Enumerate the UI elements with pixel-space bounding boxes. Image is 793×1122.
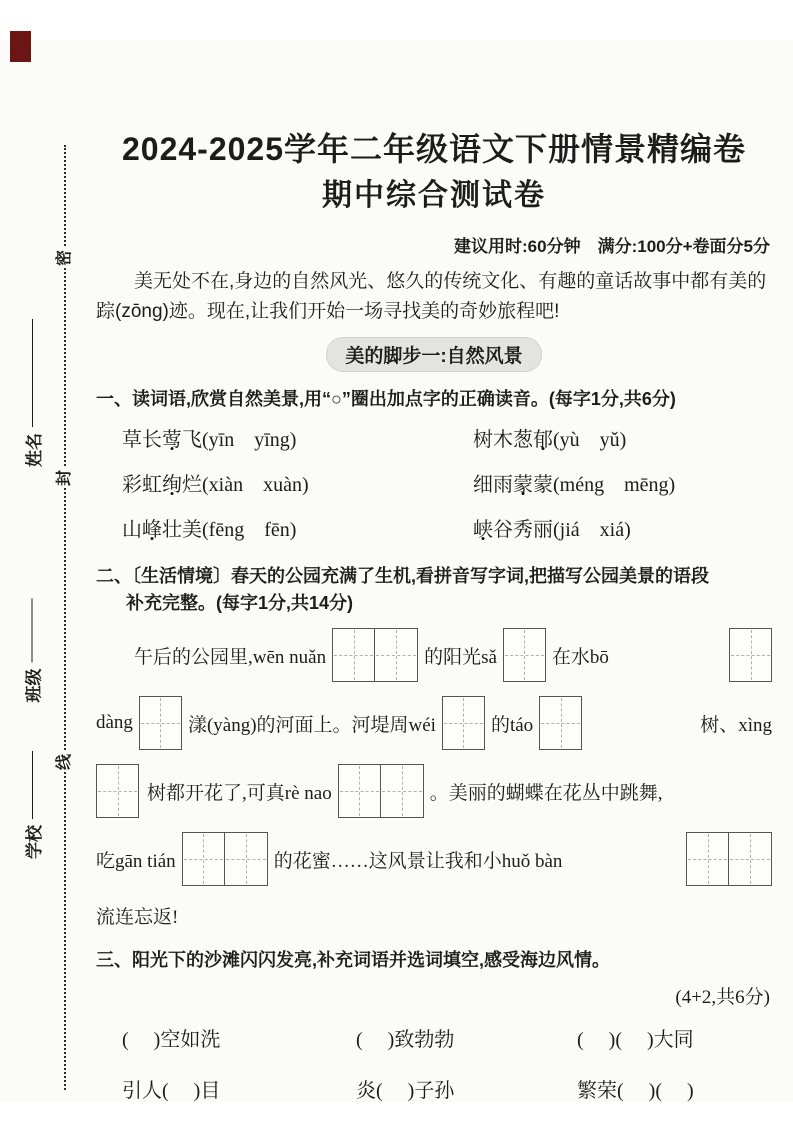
dotted-character: 峡 [473,519,493,541]
q1-item [122,470,473,500]
seal-dotted-line [64,145,66,1090]
paper-content [96,128,772,1103]
answer-box-1cell[interactable] [96,764,139,818]
tianzige-cell[interactable] [225,832,268,886]
pinyin-options[interactable]: (xiàn xuàn) [202,474,309,496]
word-part: 草长 [122,429,162,451]
word-part: 细雨 [473,474,513,496]
pinyin-options[interactable]: (yīn yīng) [202,429,297,451]
tianzige-cell[interactable] [729,832,772,886]
tianzige-cell[interactable] [381,764,424,818]
q3-blank-item[interactable]: ( )致勃勃 [356,1029,455,1051]
passage-text: 流连忘返! [96,906,179,928]
pinyin-options[interactable]: (yù yǔ) [553,429,627,451]
word-part: 树木葱 [473,429,533,451]
passage-line-4 [96,825,772,893]
tianzige-cell[interactable] [139,696,182,750]
passage-text: 漾(yàng)的河面上。河堤周wéi [187,714,436,736]
q1-item [473,425,772,455]
school-label: 学校 [25,825,44,859]
answer-box-2cell[interactable] [338,764,424,818]
q1-item [122,425,473,455]
passage-text: 的花蜜……这风景让我和小huǒ bàn [273,850,563,872]
class-blank[interactable] [32,599,33,663]
section-badge: 美的脚步一:自然风景 [326,337,541,372]
answer-box-1cell[interactable] [442,696,485,750]
passage-text: 的táo [490,714,534,736]
q1-prompt: 一、读词语,欣赏自然美景,用“○”圈出加点字的正确读音。(每字1分,共6分) [96,389,676,409]
q2-passage [96,621,772,937]
q2-prompt-line1: 二、〔生活情境〕春天的公园充满了生机,看拼音写字词,把描写公园美景的语段 [96,566,709,586]
field-class [20,563,45,703]
q1-item [473,470,772,500]
tianzige-cell[interactable] [503,628,546,682]
tianzige-cell[interactable] [332,628,375,682]
word-part: 壮美 [162,519,202,541]
name-blank[interactable] [32,319,33,427]
seal-char-xian: 线 [56,754,73,771]
tianzige-cell[interactable] [442,696,485,750]
dotted-character: 莺 [162,429,182,451]
q1-item [473,515,772,545]
passage-line-1 [96,621,772,689]
scan-corner-mark [10,31,31,62]
paper-title-line2: 期中综合测试卷 [322,179,546,212]
tianzige-cell[interactable] [338,764,381,818]
intro-paragraph: 美无处不在,身边的自然风光、悠久的传统文化、有趣的童话故事中都有美的踪(zōng)迹。现在,让我们开始一场寻找美的奇妙旅程吧! [96,271,767,322]
word-part: 彩虹 [122,474,162,496]
dotted-character: 蒙 [513,474,533,496]
passage-text: dàng [96,712,133,733]
class-label: 班级 [24,668,44,703]
dotted-character: 峰 [142,519,162,541]
name-label: 姓名 [25,433,44,467]
word-part: 飞 [182,429,202,451]
word-part: 蒙 [533,474,553,496]
q1-item [122,515,473,545]
pinyin-options[interactable]: (fēng fēn) [202,519,297,541]
q2-prompt-line2: 补充完整。(每字1分,共14分) [126,593,354,613]
paper-title-line1: 2024-2025学年二年级语文下册情景精编卷 [121,131,747,167]
tianzige-cell[interactable] [96,764,139,818]
passage-text: 树、xìng [700,714,772,736]
q3-blank-item[interactable]: ( )空如洗 [122,1029,221,1051]
q3-blank-item[interactable]: 繁荣( )( ) [577,1080,694,1102]
passage-text: 的阳光sǎ [424,646,497,668]
passage-text: 午后的公园里,wēn nuǎn [134,646,327,668]
word-part: 谷秀丽 [493,519,553,541]
field-school [20,714,45,859]
pinyin-options[interactable]: (jiá xiá) [553,519,631,541]
q1-items [122,425,772,545]
word-part: 山 [122,519,142,541]
q3-prompt: 三、阳光下的沙滩闪闪发亮,补充词语并选词填空,感受海边风情。 [96,950,610,970]
answer-box-2cell[interactable] [332,628,418,682]
field-student-name [20,282,45,467]
q3-score: (4+2,共6分) [675,987,770,1008]
answer-box-1cell[interactable] [539,696,582,750]
tianzige-cell[interactable] [686,832,729,886]
passage-line-3 [96,757,772,825]
passage-text: 。美丽的蝴蝶在花丛中跳舞, [429,782,663,804]
tianzige-cell[interactable] [182,832,225,886]
answer-box-1cell[interactable] [729,628,772,682]
q3-blank-item[interactable]: ( )( )大同 [577,1029,694,1051]
q3-blank-item[interactable]: 引人( )目 [122,1080,221,1102]
school-blank[interactable] [32,751,33,819]
answer-box-2cell[interactable] [686,832,772,886]
word-part: 烂 [182,474,202,496]
seal-char-mi: 密 [56,250,73,267]
passage-text: 吃gān tián [96,850,176,872]
passage-text: 在水bō [551,646,609,668]
passage-line-2 [96,689,772,757]
dotted-character: 绚 [162,474,182,496]
tianzige-cell[interactable] [539,696,582,750]
dotted-character: 郁 [533,429,553,451]
tianzige-cell[interactable] [375,628,418,682]
passage-text: 树都开花了,可真rè nao [147,782,332,804]
q3-blank-item[interactable]: 炎( )子孙 [356,1080,455,1102]
pinyin-options[interactable]: (méng mēng) [553,474,676,496]
seal-char-feng: 封 [56,470,73,487]
answer-box-1cell[interactable] [139,696,182,750]
passage-line-5 [96,893,772,937]
exam-meta-info: 建议用时:60分钟 满分:100分+卷面分5分 [454,237,770,256]
answer-box-1cell[interactable] [503,628,546,682]
answer-box-2cell[interactable] [182,832,268,886]
tianzige-cell[interactable] [729,628,772,682]
q3-items [122,1023,772,1103]
